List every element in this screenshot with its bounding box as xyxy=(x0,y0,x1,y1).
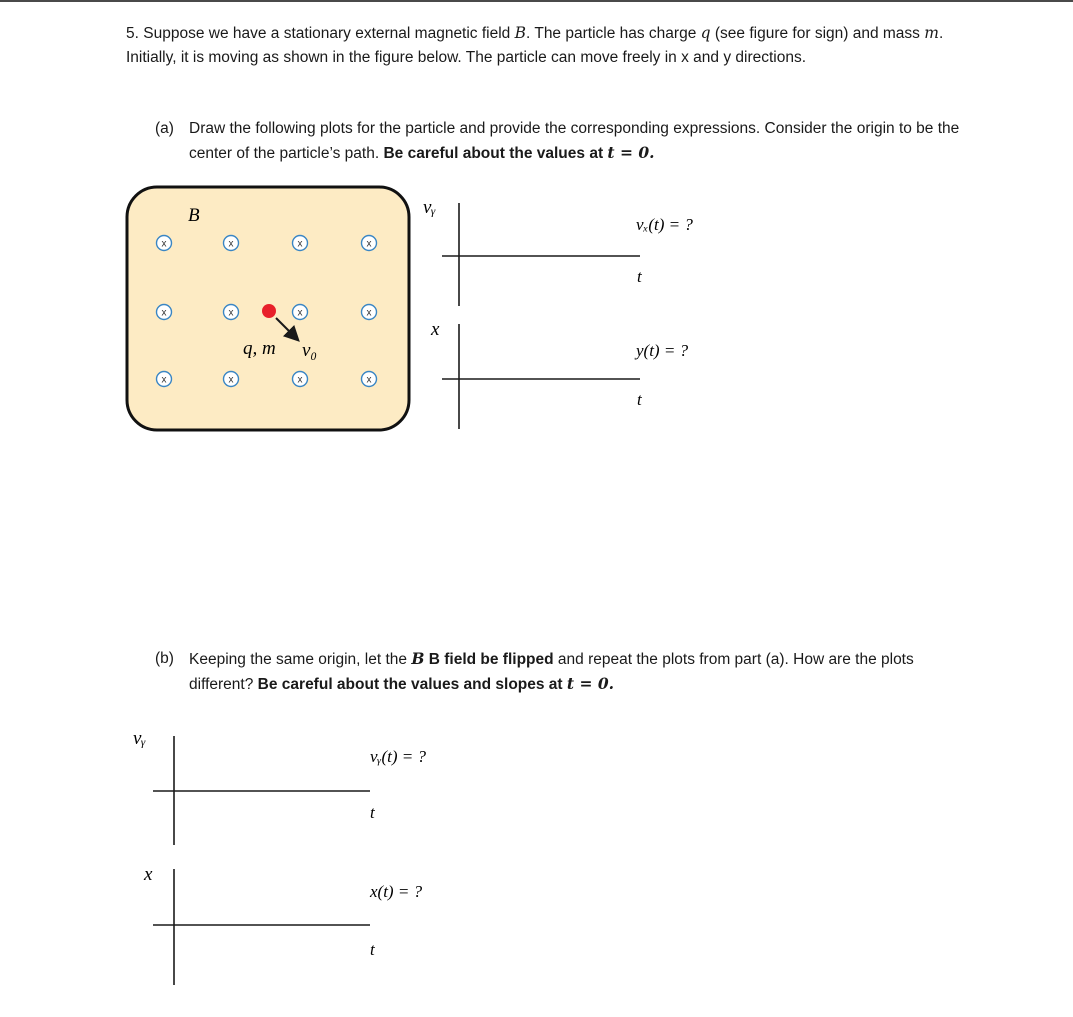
plot-a2 xyxy=(430,319,689,429)
svg-text:x: x xyxy=(161,307,167,319)
plot-b1-expression: vᵧ(t) = ? xyxy=(370,747,426,766)
problem-statement: 5. Suppose we have a stationary external magnetic field B. The particle has charge q (see figure for sign) and mass m. Initially, it is moving as shown in the figure below. The particle can move freely in x and y directions. xyxy=(126,24,944,66)
plot-b2-ylabel: x xyxy=(144,864,153,885)
part-a-text: Draw the following plots for the particle and provide the corresponding expressions. Consider the origin to be the center of the particle’s path. xyxy=(189,120,960,162)
part-b-label: (b) xyxy=(155,650,174,667)
particle-icon xyxy=(262,304,276,318)
field-into-page-icon xyxy=(362,236,377,251)
field-into-page-icon xyxy=(362,372,377,387)
field-into-page-icon xyxy=(157,305,172,320)
problem-number: 5. xyxy=(126,25,139,42)
svg-text:x: x xyxy=(228,238,234,250)
field-into-page-icon xyxy=(293,236,308,251)
plot-a1-expression: vₓ(t) = ? xyxy=(636,215,693,234)
svg-text:x: x xyxy=(366,374,372,386)
svg-text:x: x xyxy=(366,307,372,319)
part-b-emphasis: Be careful about the values and slopes at xyxy=(257,675,563,693)
part-a-emphasis-math: t = 0. xyxy=(607,142,655,162)
part-a-emphasis: Be careful about the values at xyxy=(383,144,604,162)
charge-symbol: q xyxy=(700,24,711,42)
field-into-page-icon xyxy=(362,305,377,320)
plot-b1-ylabel: vᵧ xyxy=(133,728,146,749)
plot-a2-ylabel: x xyxy=(431,319,440,340)
svg-text:x: x xyxy=(297,238,303,250)
plot-b2-expression: x(t) = ? xyxy=(370,882,423,901)
plot-a1 xyxy=(423,197,693,306)
field-symbol: B xyxy=(514,24,527,42)
svg-text:x: x xyxy=(161,238,167,250)
part-b-flipped: B xyxy=(411,649,425,668)
part-b-emphasis-math: t = 0. xyxy=(566,673,615,693)
plot-b1-tlabel: t xyxy=(370,803,375,822)
velocity-label: v₀ xyxy=(302,340,318,361)
field-into-page-icon xyxy=(224,236,239,251)
field-into-page-icon xyxy=(224,372,239,387)
field-into-page-icon xyxy=(224,305,239,320)
plot-b2-tlabel: t xyxy=(370,940,375,959)
field-into-page-icon xyxy=(293,372,308,387)
plot-a2-expression: y(t) = ? xyxy=(636,341,689,360)
svg-text:x: x xyxy=(228,374,234,386)
svg-text:x: x xyxy=(228,307,234,319)
plot-a1-tlabel: t xyxy=(637,267,642,286)
field-into-page-icon xyxy=(157,372,172,387)
mass-symbol: m xyxy=(924,24,939,42)
field-label: B xyxy=(188,205,200,226)
svg-text:x: x xyxy=(366,238,372,250)
part-a-label: (a) xyxy=(155,120,174,137)
svg-text:x: x xyxy=(297,307,303,319)
plot-b2 xyxy=(143,864,423,985)
plot-a1-ylabel: vᵧ xyxy=(423,197,436,218)
field-into-page-icon xyxy=(293,305,308,320)
svg-text:x: x xyxy=(297,374,303,386)
plot-b1 xyxy=(133,728,426,845)
plot-a2-tlabel: t xyxy=(637,390,642,409)
field-into-page-icon xyxy=(157,236,172,251)
particle-label: q, m xyxy=(243,338,276,359)
svg-text:x: x xyxy=(161,374,167,386)
